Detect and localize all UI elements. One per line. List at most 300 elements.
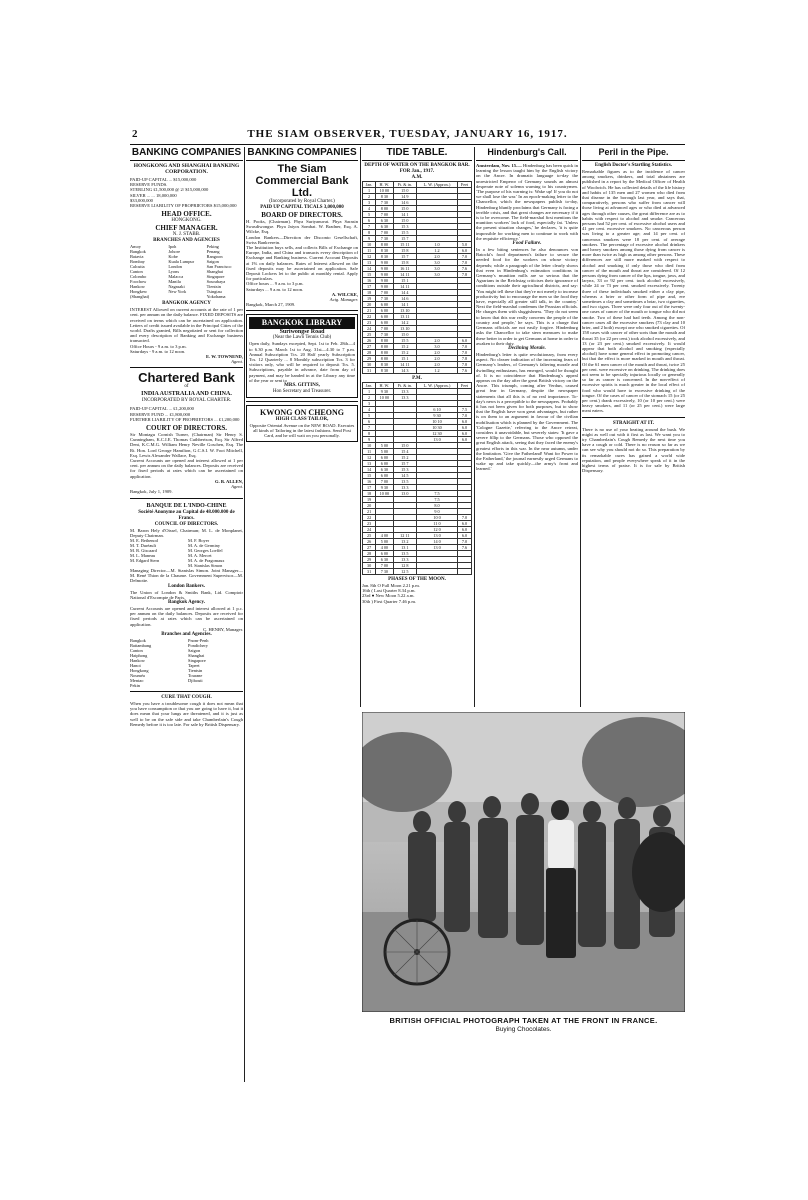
- table-cell: 6: [363, 218, 376, 224]
- chartered-signatory: G. B. ALLEN,: [215, 478, 243, 484]
- table-cell: 14 11: [393, 362, 417, 368]
- table-cell: 7.0: [457, 350, 471, 356]
- branch-item: Calcutta: [130, 264, 145, 270]
- siam-bank-hours-1: Office hours ... 9 a.m. to 3 p.m.: [246, 281, 304, 287]
- table-cell: 1: [363, 389, 376, 395]
- director-item: M. Edgard Stern: [130, 557, 160, 563]
- branch-item: Tourane: [188, 672, 203, 678]
- column-banking-1: [130, 147, 243, 1082]
- moon-title: PHASES OF THE MOON.: [388, 577, 446, 582]
- table-cell: 8 30: [376, 368, 393, 374]
- cough-title: CURE THAT COUGH.: [161, 694, 212, 700]
- table-cell: 16: [363, 479, 376, 485]
- director-item: M. R. Giscaard: [130, 547, 157, 553]
- table-cell: 13 0: [417, 437, 458, 443]
- table-cell: 15 0: [393, 332, 417, 338]
- tide-am-label: A.M.: [411, 175, 423, 180]
- table-cell: 14 6: [393, 200, 417, 206]
- table-cell: 5 00: [376, 539, 393, 545]
- table-cell: 6.0: [457, 431, 471, 437]
- table-cell: 13 1: [393, 545, 417, 551]
- branch-item: Bombay: [130, 259, 145, 265]
- table-cell: 8 30: [376, 254, 393, 260]
- table-cell: 7.0: [457, 260, 471, 266]
- indochine-chair: M. Baron Hely d'Oissel, Chairman; M. L. de Monplanet, Deputy Chairman.: [130, 527, 243, 538]
- table-cell: 6.0: [457, 248, 471, 254]
- capital-line: FURTHER LIABILITY OF PROPRIETORS ... £1,200,000: [130, 416, 240, 422]
- table-cell: 6 00: [376, 473, 393, 479]
- banking-banner-2: BANKING COMPANIES: [246, 147, 358, 161]
- director-item: M. A. de Germiny: [188, 542, 221, 548]
- table-cell: 15 0: [393, 443, 417, 449]
- chartered-capital-lines: [130, 406, 243, 422]
- moon-phase: 30th ) First Quarter 7.46 p.m.: [362, 598, 417, 604]
- table-cell: 7: [363, 224, 376, 230]
- director-item: M. Georges Loeffel: [188, 547, 223, 553]
- table-cell: 25: [363, 533, 376, 539]
- branch-item: Penang: [206, 249, 220, 255]
- hindenburg-sub1: Food Failure.: [512, 241, 542, 247]
- hindenburg-dateline: Amsterdam, Nov. 15.—: [476, 163, 522, 168]
- table-cell: 6 00: [376, 455, 393, 461]
- table-cell: 8 30: [376, 248, 393, 254]
- capital-line: RESERVE FUND ... £1,800,000: [130, 411, 191, 417]
- branch-item: Bangkok: [130, 249, 146, 255]
- chartered-text: Current Accounts are opened and interest allowed at 1 per cent. per annum on the daily balances. Deposits are received for fixed periods at rates which can be ascertained on application.: [130, 458, 243, 479]
- table-cell: 5: [363, 413, 376, 419]
- tide-pm-label: P.M.: [412, 376, 422, 381]
- table-cell: 13 10: [393, 326, 417, 332]
- table-cell: 3.0: [417, 272, 458, 278]
- table-cell: 6.0: [457, 527, 471, 533]
- table-cell: 16 11: [393, 266, 417, 272]
- branch-item: Manila: [168, 279, 181, 285]
- hindenburg-sub2: Declining Morale.: [508, 345, 546, 351]
- table-cell: 3.0: [417, 344, 458, 350]
- branch-item: Singapore: [206, 274, 225, 280]
- chartered-bank-name: Chartered Bank: [138, 370, 235, 386]
- table-cell: 6 00: [376, 320, 393, 326]
- table-cell: 15 1: [393, 356, 417, 362]
- table-cell: 15 2: [393, 344, 417, 350]
- siam-bank-hours-2: Saturdays ... 9 a.m. to 12 noon.: [246, 286, 304, 292]
- table-cell: 8 30: [376, 194, 393, 200]
- photo-caption: [362, 1016, 685, 1033]
- column-banking-2: [246, 147, 358, 707]
- hindenburg-title: Hindenburg's Call.: [476, 147, 578, 161]
- branch-item: Saigon: [188, 647, 201, 653]
- table-cell: 26: [363, 539, 376, 545]
- table-cell: 7 00: [376, 212, 393, 218]
- table-cell: 14 6: [393, 296, 417, 302]
- hsbc-capital-lines: [130, 177, 243, 208]
- table-cell: 6.0: [457, 521, 471, 527]
- hsbc-manager: N. J. STABB.: [172, 232, 201, 238]
- table-cell: 12 30: [417, 431, 458, 437]
- tide-banner: TIDE TABLE.: [362, 147, 472, 161]
- table-cell: [457, 569, 471, 575]
- peril-subtitle: English Doctor's Startling Statistics.: [594, 163, 673, 168]
- director-item: M. T. Duréault: [130, 542, 156, 548]
- column-header: Feet: [457, 383, 471, 389]
- table-cell: 7.8: [457, 362, 471, 368]
- indochine-members-list: [130, 538, 243, 568]
- moon-phase: 16th ( Last Quarter 8.34 p.m.: [362, 588, 416, 594]
- table-cell: 6 00: [376, 314, 393, 320]
- hsbc-name: HONGKONG AND SHANGHAI BANKING CORPORATION.: [133, 163, 240, 175]
- tide-table-am: [362, 181, 472, 374]
- table-cell: 15 5: [393, 338, 417, 344]
- table-cell: 17: [363, 485, 376, 491]
- chartered-dateline: Bangkok, July 1, 1909.: [130, 489, 173, 495]
- siam-bank-incorporated: (Incorporated by Royal Charter.): [269, 199, 335, 204]
- page-header: [130, 128, 685, 145]
- table-cell: 7 00: [376, 326, 393, 332]
- table-cell: 15: [363, 272, 376, 278]
- capital-line: PAID-UP CAPITAL ... $15,000,000: [130, 177, 197, 182]
- table-cell: 6.0: [457, 419, 471, 425]
- table-cell: 15 0: [393, 188, 417, 194]
- column-header: Jan.: [363, 383, 376, 389]
- table-cell: 7.0: [457, 539, 471, 545]
- table-cell: 15 2: [393, 455, 417, 461]
- table-cell: 8 00: [376, 344, 393, 350]
- table-cell: 9: [363, 437, 376, 443]
- table-cell: 13 11: [393, 314, 417, 320]
- table-cell: 9 00: [376, 284, 393, 290]
- indochine-london: London Bankers.: [168, 583, 205, 589]
- table-cell: 8.0: [417, 503, 458, 509]
- indochine-agency-text: Current Accounts are opened and interest allowed at 1 p.c. per annum on the daily balances. Deposits are received for fixed periods at rates which can be ascertained on application.: [130, 605, 243, 627]
- table-cell: 7.8: [457, 356, 471, 362]
- branch-item: Shanghai: [188, 652, 205, 658]
- table-cell: 2: [363, 194, 376, 200]
- table-cell: 12 5: [393, 569, 417, 575]
- moon-phase: 23rd ● New Moon 5.22 a.m.: [362, 593, 415, 599]
- table-cell: 14 5: [393, 473, 417, 479]
- library-title: BANGKOK LIBRARY: [249, 317, 355, 329]
- table-cell: 13 3: [393, 485, 417, 491]
- table-cell: 11 0: [417, 521, 458, 527]
- table-cell: 13 3: [393, 557, 417, 563]
- siam-bank-dateline: Bangkok, March 27, 1909.: [246, 302, 296, 308]
- table-cell: 13 5: [393, 479, 417, 485]
- table-cell: 15 7: [393, 254, 417, 260]
- table-cell: 15 3: [393, 467, 417, 473]
- branch-item: [168, 294, 204, 299]
- hindenburg-para3: Hindenburg's letter is quite revolutionary, from every aspect. No clearer indication of the increasing fears of Germany's leaders, of Germany's faltering morale and dwindling enthusiasm, has emerged, would be thought of. It is no coincidence that Hindenburg's appeal appears on the day after the great British victory on the Ancre. This triumph, coming after Verdun, caused great fear in Germany, despite the newspaper statements that all this is of no real importance. To-day's news is a perceptible to the newspapers. Probably it has not been given for both purposes, but to show that the English have won great advantages, but rather is on them to an argument in favour of the civilian mobilisation which is planned by the Government. The 'Cologne Gazette,' referring to the Ancre retreat, considers it unavoidable, but severely states: 'It gave a severe fillip to the Germans. Those who opposed the great English attack, seeing that they faced the enemy's greatest efforts in this war. In the near autumn, under the limitation. 'Give the Fatherland! Want for Power to the Fatherland,' the journal earnestly urged Germans to wake up and take quickly—the army's front and learned.': [476, 351, 578, 472]
- table-cell: 13 3: [393, 395, 417, 401]
- moon-phase: Jan. 8th O Full Moon 2.21 p.m.: [362, 583, 420, 588]
- table-cell: 6 30: [376, 557, 393, 563]
- table-cell: 3.0: [417, 266, 458, 272]
- table-cell: 21: [363, 509, 376, 515]
- capital-line: PAID-UP CAPITAL ... £1,200,000: [130, 406, 194, 412]
- table-cell: 9 30: [376, 389, 393, 395]
- branch-item: New York: [168, 289, 187, 295]
- branch-item: Bangkok: [130, 637, 146, 643]
- library-near: (Near the Lawn Tennis Club): [272, 335, 332, 341]
- table-cell: 13 10: [393, 308, 417, 314]
- column-hindenburg: [476, 147, 578, 707]
- column-rule: [360, 147, 361, 707]
- table-cell: 15: [363, 473, 376, 479]
- table-cell: 7 30: [376, 332, 393, 338]
- table-cell: 10 10: [417, 419, 458, 425]
- table-cell: 4 00: [376, 533, 393, 539]
- table-cell: 13 0: [417, 533, 458, 539]
- hsbc-text: INTEREST Allowed on current accounts at the rate of 1 per cent. per annum on the daily balance. FIXED DEPOSITS are received on terms which can be ascertained on application. Letters of credit issued available in the Principal Cities of the world. Drafts granted, Bills negotiated or sent for collection and every description of Banking and Exchange business transacted.: [130, 307, 243, 344]
- straight-text: There is no use of your beating around the bush. We might as well out with it first as last. We want you to try Chamberlain's Cough Remedy the next time you have a cough or cold. There is no reason so far as we can see why you should not do so. This preparation by its remarkable cures has gained a world wide reputation, and people everywhere speak of it in the highest terms of praise. It is for sale by British Dispensary.: [582, 426, 685, 474]
- column-header: H. W.: [376, 383, 393, 389]
- library-address: Suriwongse Road: [279, 329, 325, 336]
- table-cell: 15 7: [393, 236, 417, 242]
- table-cell: 9 00: [376, 272, 393, 278]
- table-cell: 7 00: [376, 563, 393, 569]
- hsbc-signatory: E. W. TOWNEND,: [206, 354, 243, 360]
- capital-line: $33,000,000: [130, 197, 153, 203]
- capital-line: STERLING £1,500,000 @ 2/ $15,000,000: [130, 187, 209, 193]
- table-cell: 15 3: [393, 224, 417, 230]
- table-cell: 18: [363, 290, 376, 296]
- table-cell: 6: [363, 419, 376, 425]
- table-cell: 5 00: [376, 449, 393, 455]
- table-cell: 10 0: [417, 515, 458, 521]
- table-cell: 12 8: [393, 563, 417, 569]
- chartered-court: COURT OF DIRECTORS.: [145, 424, 228, 433]
- table-cell: 5: [363, 212, 376, 218]
- indochine-name: BANQUE DE L'INDO-CHINE: [146, 502, 227, 509]
- chartered-sig-role: Agent.: [231, 484, 243, 490]
- table-cell: 7.6: [457, 545, 471, 551]
- branch-item: Sourabaya: [206, 279, 226, 285]
- hsbc-head-office: HEAD OFFICE.: [161, 210, 212, 219]
- table-cell: 7 00: [376, 230, 393, 236]
- table-cell: 8 30: [376, 362, 393, 368]
- table-cell: 9 30: [376, 485, 393, 491]
- table-cell: 6.0: [457, 425, 471, 431]
- table-cell: 2: [363, 395, 376, 401]
- table-cell: 13 0: [417, 545, 458, 551]
- newspaper-page: [130, 128, 685, 1088]
- siam-bank-signatory: A. WILCKE,: [331, 291, 358, 297]
- table-cell: 14: [363, 266, 376, 272]
- branch-item: Batavia: [130, 254, 144, 260]
- banking-banner: BANKING COMPANIES: [130, 147, 243, 161]
- branch-item: Colombo: [130, 274, 147, 280]
- branch-item: Canton: [130, 647, 143, 653]
- branch-item: Tapeet: [188, 662, 200, 668]
- chartered-directors: Sir Montagu Cornish Turner, (Chairman) Sir Henry S. Cunningham, K.C.I.E. Thomas Cuthbertson, Esq. Sir Alfred Dent, K.C.M.G. William Henry Neville Goschen, Esq. The Rt. Hon. Lord George Hamilton, G.C.S.I. W. Foot Mitchell, Esq. Lewis Alexander Wallace, Esq.: [130, 432, 243, 458]
- indochine-council: COUNCIL OF DIRECTORS.: [154, 521, 219, 527]
- column-header: L. W. (Approx.): [417, 383, 458, 389]
- table-cell: 6 00: [376, 302, 393, 308]
- hsbc-sig-role: Agent.: [231, 359, 243, 365]
- table-cell: 26: [363, 338, 376, 344]
- library-ad: [246, 314, 358, 398]
- branch-item: Amoy: [130, 244, 141, 250]
- branch-item: Canton: [130, 269, 143, 275]
- siam-bank-london: London Bankers—Direction der Disconto Gesellschaft, Swiss Bankverein.: [246, 234, 358, 245]
- branch-item: Lyons: [168, 269, 180, 275]
- hsbc-manager-title: CHIEF MANAGER.: [155, 224, 218, 233]
- capital-line: RESERVE FUNDS.: [130, 182, 168, 188]
- table-cell: 10 30: [417, 425, 458, 431]
- table-cell: 31: [363, 368, 376, 374]
- moon-phases: [362, 583, 472, 604]
- director-item: M. A. de Pragomaux: [188, 557, 225, 563]
- table-cell: 18: [363, 491, 376, 497]
- library-signatory: MRS. GITTINS,: [284, 383, 320, 389]
- branch-item: Malacca: [168, 274, 184, 280]
- column-header: Ft. & in.: [393, 383, 417, 389]
- table-cell: 14: [363, 467, 376, 473]
- table-cell: 4: [363, 407, 376, 413]
- hsbc-branches-title: BRANCHES AND AGENCIES: [153, 238, 220, 244]
- column-header: Feet: [457, 182, 471, 188]
- table-cell: 6 00: [376, 308, 393, 314]
- branch-item: Yokohama: [206, 294, 226, 300]
- table-cell: 14 9: [393, 194, 417, 200]
- table-cell: 13: [363, 461, 376, 467]
- indochine-branches-list: [130, 638, 243, 688]
- table-cell: 8: [363, 431, 376, 437]
- table-cell: 3: [363, 200, 376, 206]
- table-cell: 14 4: [393, 290, 417, 296]
- table-cell: 1.2: [417, 248, 458, 254]
- table-cell: 19: [363, 296, 376, 302]
- branch-item: Nagasaki: [168, 284, 185, 290]
- column-rule: [474, 147, 475, 707]
- indochine-manager: C. HENRY, Manager.: [203, 626, 243, 632]
- table-cell: 7: [363, 425, 376, 431]
- photo-caption-line1: BRITISH OFFICIAL PHOTOGRAPH TAKEN AT THE FRONT IN FRANCE.: [389, 1016, 658, 1025]
- column-header: H. W.: [376, 182, 393, 188]
- table-row: [363, 569, 472, 575]
- table-cell: 4: [363, 206, 376, 212]
- table-cell: 20: [363, 302, 376, 308]
- table-cell: 6 00: [376, 551, 393, 557]
- kwong-ad: [246, 405, 358, 442]
- branch-item: Ipoh: [168, 244, 177, 250]
- table-cell: 7.6: [457, 266, 471, 272]
- table-cell: 13 0: [393, 491, 417, 497]
- table-cell: 22: [363, 314, 376, 320]
- hindenburg-para1: Amsterdam, Nov. 15.— Hindenburg has been quick in learning the lesson taught him by the English victory on the Ancre. In dramatic language to-day the unrestricted Emperor of Germany sounds an almost desperate note of solemn warning to his countrymen. 'The purpose of his warning is: Wake up! If you do not we shall lose the war.' In an epoch-making letter to the Chancellor, which the newspapers publish to-day, Hindenburg bluntly proclaims that Germany is facing a terrible crisis, and that great changes are necessary if it is to be overcome. The field-marshal first mentions the munition workers' lack of food, especially fat. 'Unless the present situation changes,' he declares, 'it is quite impossible for working men to continue to work with the requisite efficiency.': [476, 163, 578, 241]
- table-cell: 2.0: [417, 338, 458, 344]
- branch-item: Kobe: [168, 254, 178, 260]
- table-cell: 14 0: [417, 539, 458, 545]
- table-cell: 3: [363, 401, 376, 407]
- branch-item: Haiphong: [130, 652, 148, 658]
- table-cell: 27: [363, 545, 376, 551]
- branch-item: Nouméa: [130, 672, 145, 678]
- branch-item: London: [168, 264, 182, 270]
- table-cell: 12 11: [393, 533, 417, 539]
- hsbc-agency: BANGKOK AGENCY: [162, 301, 211, 307]
- branch-item: Djibouti: [188, 677, 203, 683]
- siam-bank-board: BOARD OF DIRECTORS.: [261, 211, 343, 219]
- table-cell: 7.5: [417, 491, 458, 497]
- branch-item: Hongkew: [130, 289, 148, 295]
- siam-bank-name: The Siam Commercial Bank Ltd.: [255, 163, 349, 199]
- table-cell: 7.6: [457, 368, 471, 374]
- branch-item: [188, 683, 243, 688]
- branch-item: Saigon: [206, 259, 219, 265]
- chartered-incorporated: INCORPORATED BY ROYAL CHARTER.: [141, 398, 232, 404]
- table-cell: 1.0: [417, 242, 458, 248]
- table-cell: 7 00: [376, 290, 393, 296]
- director-item: M. F. Boyer: [188, 537, 210, 543]
- peril-para1: Remarkable figures as to the incidence of cancer among smokers, drinkers, and total abstainers are published in a report by the Medical Officer of Health of Woolwich. He has collected details of the life history and habits of 135 men and 27 women who died from that disease in the borough last year, and says that, comparatively, persons who suffer from cancer will those living at advanced ages or who died at advanced ages through other causes, the great difference are as to habits with respect to alcohol and smoke. Cancerous persons had 52 per cent. of excessive alcohol users and 41 per cent. excessive smokers. No cancerous person was living to a greater age; and 14 per cent. of cancerous smokers were 18 per cent. of average smokers. The percentage of excessive alcohol drinkers and heavy smokers among those dying from cancer is more than twice as high as among other persons. These differences are still more marked with respect to alcohol and smoking if only those who died from cancer of the mouth and throat are considered. Of 12 persons dying from cancer of the lips, tongue, jaws, and larynx, 33 or 92 per cent. took alcohol excessively, while 24 or 73 per cent. smoked excessively. Twenty three of these individuals smoked either a clay pipe, whereas a brier or other form of pipe and, ere sometimes a clay and sometimes a briar, two cigarettes, and two cigars. Three were only four out of the twenty-one cases of cancer of the mouth or tongue who did not smoke. Two of these had bad teeth. Among the non-cancer cases all the excessive smokers (73 clay and 10 brier, and 2 both) except one who smoked cigarettes. Of 158 cases with cancer of other sorts than the mouth and throat 35 (or 22 per cent.) took alcohol excessively, and 13 (or 23 per cent.) smoked excessively. It would appear that both alcohol and smoking (especially alcohol) have some general effect in promoting cancer, but that the effect is more marked in mouth and throat. Of the 61 men cancer of the mouth and throat, twice 25 per cent. were excessive on drinking. The drinking does not seem to be specially injurious locally or generally so far as cancer is concerned. In the non-effect of excessive spirits is much greater in the local effect of food who would have to excessive drinking of the tongue. Of the cases of cancer of the stomach 15 (or 25 per cent.) drank excessively, 10 (or 10 per cent.) were heavy smokers, and 11 (or 25 per cent.) were large meat eaters.: [582, 169, 685, 414]
- hsbc-hours-2: Saturdays - 9 a.m. to 12 noon.: [130, 348, 186, 354]
- branch-item: Tsingtau: [206, 289, 222, 295]
- table-cell: 8 00: [376, 356, 393, 362]
- table-cell: 5.0: [457, 242, 471, 248]
- branch-item: Hankow: [130, 657, 145, 663]
- table-cell: 7.0: [457, 254, 471, 260]
- table-cell: 3.0: [417, 260, 458, 266]
- table-cell: 1: [363, 188, 376, 194]
- masthead-title: THE SIAM OBSERVER, TUESDAY, JANUARY 16, 1917.: [247, 128, 568, 140]
- indochine-managing: Managing Director—M. Stanislas Simon. Joint Manager—M. René Thion de la Chaume. Government Supervisor—M. Delmotte.: [130, 567, 243, 584]
- table-cell: 7.8: [457, 272, 471, 278]
- table-cell: 13 5: [393, 551, 417, 557]
- column-rule: [580, 147, 581, 707]
- table-cell: 10: [363, 443, 376, 449]
- indochine-agency: Bangkok Agency.: [168, 599, 205, 605]
- tide-subtitle: DEPTH OF WATER ON THE BANGKOK BAR.: [364, 163, 470, 168]
- table-cell: 2.0: [417, 356, 458, 362]
- tide-month: FOR Jan., 1917.: [399, 169, 435, 174]
- table-cell: [417, 569, 458, 575]
- table-cell: 7 30: [376, 236, 393, 242]
- table-cell: 25: [363, 332, 376, 338]
- branch-item: Singapore: [188, 657, 206, 663]
- table-cell: 10: [363, 242, 376, 248]
- table-cell: 2.0: [417, 254, 458, 260]
- table-cell: 9 00: [376, 278, 393, 284]
- cough-text: When you have a troublesome cough it does not mean that you have consumption or that you are going to have it, but it does mean that your lungs are threatened, and it is just as well to be on the safe side and take Chamberlain's Cough Remedy before it is too late. For sale by British Dispensary.: [130, 700, 243, 727]
- siam-bank-sig-role: Actg. Manager.: [329, 297, 358, 303]
- table-cell: 30: [363, 362, 376, 368]
- table-cell: 7 30: [376, 569, 393, 575]
- table-cell: 6 30: [376, 467, 393, 473]
- branch-item: Kuala Lumpur: [168, 259, 195, 265]
- table-cell: 8 00: [376, 338, 393, 344]
- table-cell: 11: [363, 449, 376, 455]
- director-item: M. E. Bethenod: [130, 537, 158, 543]
- tide-table-pm: [362, 382, 472, 575]
- table-cell: 15 1: [393, 278, 417, 284]
- table-cell: 7.0: [457, 413, 471, 419]
- branch-item: Tientsin: [188, 667, 203, 673]
- table-cell: 19: [363, 497, 376, 503]
- table-cell: 7 00: [376, 479, 393, 485]
- siam-bank-text: The Institution buys sells, and collects Bills of Exchange on Europe, India, and China and transacts every description of Exchange and Banking business. Current Account Deposits at 1% on daily balances. Rates of Interest allowed on the fixed deposits may be ascertained on application. Safe Deposit Lockers let to the public at monthly rental. Apply for particulars.: [246, 245, 358, 282]
- table-cell: 7.5: [417, 497, 458, 503]
- column-rule: [244, 147, 245, 1082]
- table-cell: 8: [363, 230, 376, 236]
- table-cell: 14 3: [393, 368, 417, 374]
- table-cell: 8 00: [376, 206, 393, 212]
- photo-caption-line2: Buying Chocolates.: [495, 1026, 552, 1033]
- straight-title: STRAIGHT AT IT.: [612, 420, 655, 426]
- table-cell: 16: [363, 278, 376, 284]
- table-cell: 15 4: [393, 449, 417, 455]
- branch-item: Mentao: [130, 677, 144, 683]
- table-cell: 15 11: [393, 242, 417, 248]
